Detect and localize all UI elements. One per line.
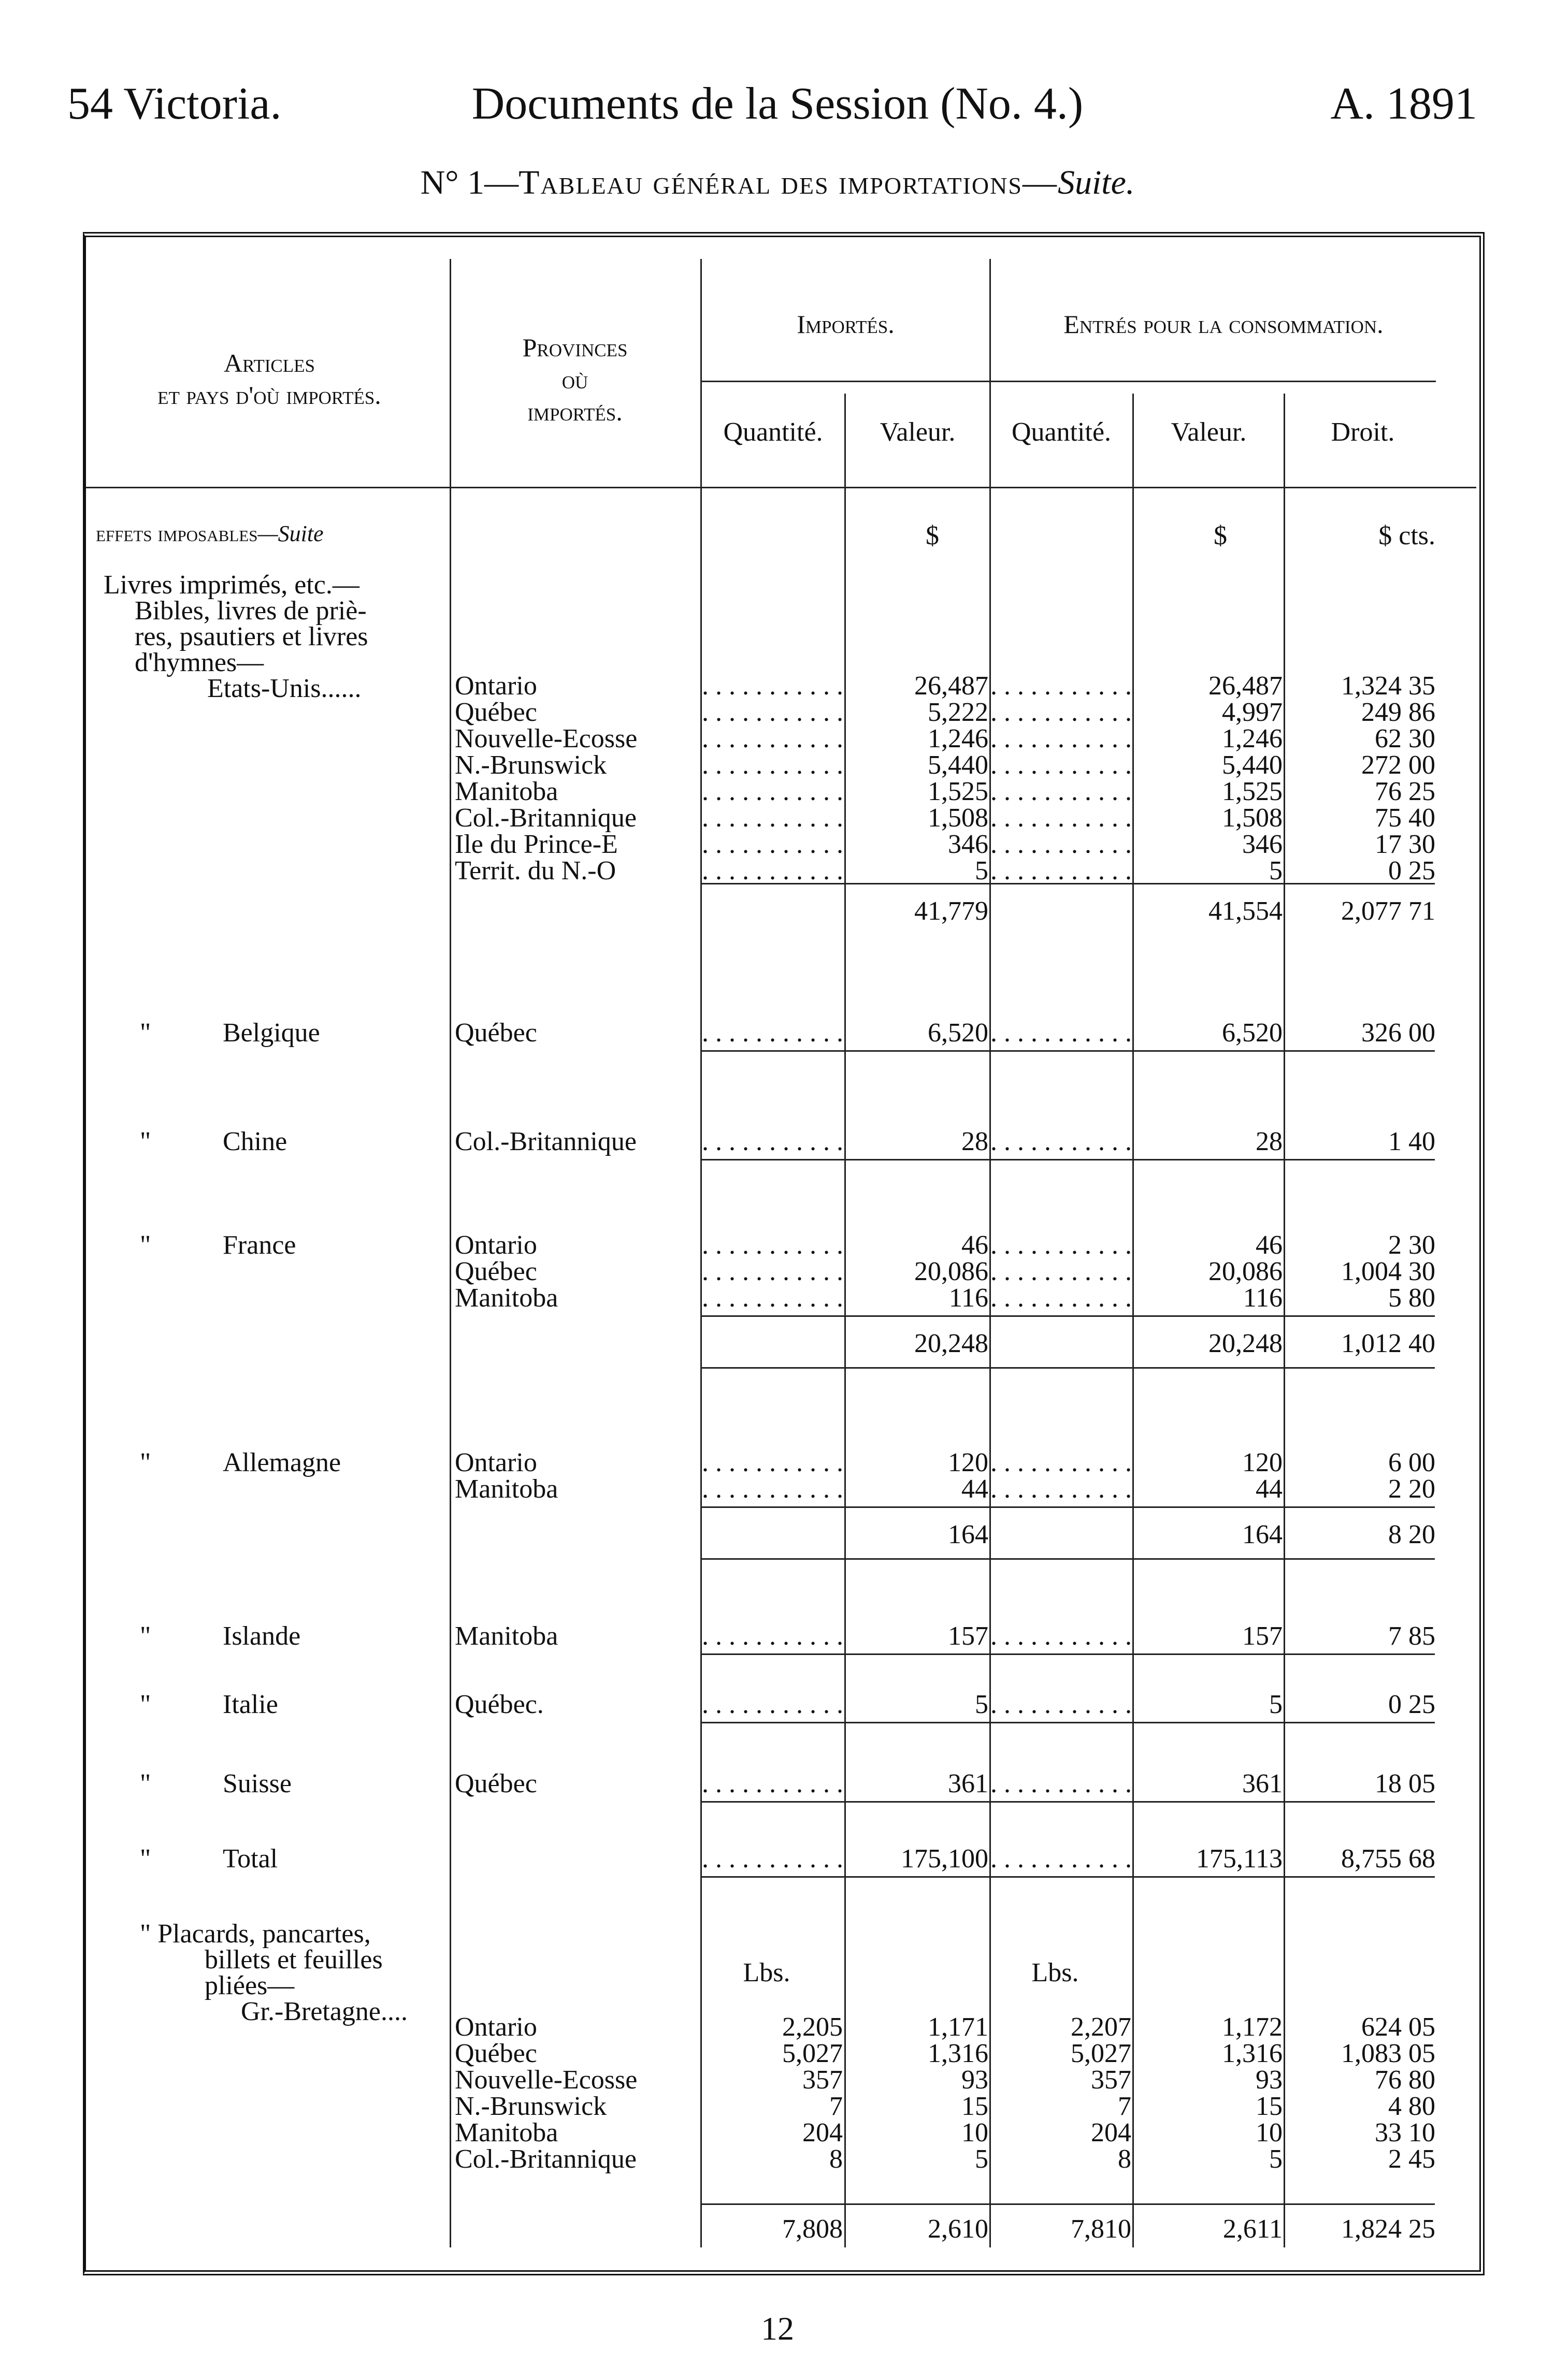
valeur-consommee: 15 bbox=[1256, 2092, 1283, 2121]
col-head-importes: Importés. bbox=[797, 310, 895, 339]
droit: 33 10 bbox=[1375, 2118, 1435, 2147]
valeur-consommee: 5 bbox=[1269, 2144, 1283, 2174]
valeur-consommee: 1,246 bbox=[1222, 724, 1283, 753]
row-rule bbox=[702, 1722, 1435, 1723]
valeur-consommee: 1,316 bbox=[1222, 2039, 1283, 2068]
valeur-consommee: 44 bbox=[1256, 1474, 1283, 1504]
province-name: Ontario bbox=[455, 1448, 537, 1477]
quantite-importee: 357 bbox=[802, 2065, 843, 2095]
subtotal-rule bbox=[702, 883, 1435, 884]
province-name: Col.-Britannique bbox=[455, 803, 637, 833]
country-name: France bbox=[223, 1230, 296, 1260]
ditto-mark: " bbox=[140, 1127, 151, 1156]
leader-dots bbox=[990, 1474, 1131, 1506]
valeur-importee: 15 bbox=[961, 2092, 988, 2121]
placards-total-q1: 7,808 bbox=[782, 2214, 843, 2244]
valeur-importee: 120 bbox=[948, 1448, 988, 1477]
leader-dots bbox=[990, 1621, 1131, 1653]
droit: 1,324 35 bbox=[1341, 671, 1435, 701]
leader-dots bbox=[702, 1018, 842, 1050]
valeur-importee: 5 bbox=[975, 856, 988, 886]
quantite-importee: 2,205 bbox=[782, 2012, 843, 2042]
valeur-importee: 175,100 bbox=[901, 1844, 988, 1874]
row-rule bbox=[702, 1801, 1435, 1803]
valeur-importee: 116 bbox=[948, 1283, 988, 1313]
livres-total-droit: 2,077 71 bbox=[1341, 896, 1435, 926]
valeur-consommee: 120 bbox=[1242, 1448, 1283, 1477]
valeur-consommee: 28 bbox=[1256, 1127, 1283, 1156]
quantite-consommee: 7 bbox=[1118, 2092, 1131, 2121]
province-name: Manitoba bbox=[455, 1474, 558, 1504]
valeur-consommee: 116 bbox=[1243, 1283, 1283, 1313]
livres-total-valeur-1: 41,779 bbox=[914, 896, 988, 926]
valeur-importee: 1,171 bbox=[928, 2012, 988, 2042]
section-label-suffix: —Suite bbox=[257, 521, 324, 546]
valeur-consommee: 5 bbox=[1269, 856, 1283, 886]
valeur-importee: 1,525 bbox=[928, 777, 988, 806]
col-head-entres: Entrés pour la consommation. bbox=[1063, 310, 1384, 339]
province-name: Nouvelle-Ecosse bbox=[455, 2065, 638, 2095]
droit: 62 30 bbox=[1375, 724, 1435, 753]
col-head-valeur-2: Valeur. bbox=[1171, 417, 1247, 447]
col-head-articles-2: et pays d'où importés. bbox=[157, 381, 381, 410]
droit: 17 30 bbox=[1375, 830, 1435, 859]
droit: 2 45 bbox=[1388, 2144, 1435, 2174]
row-rule bbox=[702, 1315, 1435, 1317]
country-name: Total bbox=[223, 1844, 278, 1874]
droit: 76 25 bbox=[1375, 777, 1435, 806]
valeur-importee: 5 bbox=[975, 1690, 988, 1719]
subtotal-valeur-consommee: 164 bbox=[1242, 1520, 1283, 1549]
leader-dots bbox=[990, 1768, 1131, 1801]
row-rule bbox=[702, 1506, 1435, 1508]
leader-dots bbox=[702, 1126, 842, 1158]
valeur-consommee: 5 bbox=[1269, 1690, 1283, 1719]
livres-desc-2: res, psautiers et livres bbox=[135, 622, 368, 651]
valeur-consommee: 1,525 bbox=[1222, 777, 1283, 806]
unit-valeur-2: $ bbox=[1214, 521, 1227, 550]
valeur-importee: 10 bbox=[961, 2118, 988, 2147]
province-name: Col.-Britannique bbox=[455, 1127, 637, 1156]
ditto-mark: " bbox=[140, 1621, 151, 1651]
unit-droit: $ cts. bbox=[1378, 521, 1435, 550]
placards-total-v1: 2,610 bbox=[928, 2214, 988, 2244]
subtotal-valeur-importee: 20,248 bbox=[914, 1329, 988, 1358]
droit: 272 00 bbox=[1361, 750, 1435, 780]
droit: 2 20 bbox=[1388, 1474, 1435, 1504]
province-name: Manitoba bbox=[455, 1283, 558, 1313]
province-name: Ontario bbox=[455, 1230, 537, 1260]
province-name: Manitoba bbox=[455, 777, 558, 806]
droit: 76 80 bbox=[1375, 2065, 1435, 2095]
placards-desc-3: pliées— bbox=[205, 1971, 295, 2000]
placards-desc-1: " Placards, pancartes, bbox=[140, 1919, 371, 1949]
valeur-consommee: 346 bbox=[1242, 830, 1283, 859]
row-rule bbox=[702, 1653, 1435, 1655]
valeur-consommee: 26,487 bbox=[1208, 671, 1283, 701]
droit: 75 40 bbox=[1375, 803, 1435, 833]
valeur-importee: 1,246 bbox=[928, 724, 988, 753]
livres-desc-1: Bibles, livres de priè- bbox=[135, 596, 367, 626]
ditto-mark: " bbox=[140, 1448, 151, 1477]
subtotal-droit: 8 20 bbox=[1388, 1520, 1435, 1549]
leader-dots bbox=[702, 1844, 842, 1876]
valeur-consommee: 10 bbox=[1256, 2118, 1283, 2147]
table-title-suffix: Suite. bbox=[1057, 164, 1135, 201]
table-title bbox=[0, 163, 1555, 202]
col-rule bbox=[450, 259, 451, 2247]
quantite-consommee: 357 bbox=[1091, 2065, 1131, 2095]
valeur-consommee: 20,086 bbox=[1208, 1257, 1283, 1286]
valeur-consommee: 1,172 bbox=[1222, 2012, 1283, 2042]
valeur-consommee: 175,113 bbox=[1196, 1844, 1283, 1874]
valeur-importee: 26,487 bbox=[914, 671, 988, 701]
valeur-importee: 20,086 bbox=[914, 1257, 988, 1286]
leader-dots bbox=[990, 1844, 1131, 1876]
quantite-consommee: 2,207 bbox=[1071, 2012, 1131, 2042]
valeur-importee: 5 bbox=[975, 2144, 988, 2174]
section-label bbox=[96, 520, 324, 547]
col-head-quantite-2: Quantité. bbox=[1011, 417, 1112, 447]
province-name: Québec bbox=[455, 2039, 537, 2068]
leader-dots bbox=[990, 1283, 1131, 1315]
valeur-importee: 346 bbox=[948, 830, 988, 859]
running-header-left: 54 Victoria. bbox=[67, 79, 282, 129]
province-name: Québec. bbox=[455, 1690, 544, 1719]
leader-dots bbox=[990, 1689, 1131, 1721]
valeur-importee: 93 bbox=[961, 2065, 988, 2095]
unit-valeur-1: $ bbox=[926, 521, 939, 550]
valeur-consommee: 4,997 bbox=[1222, 698, 1283, 727]
valeur-consommee: 6,520 bbox=[1222, 1018, 1283, 1048]
country-name: Chine bbox=[223, 1127, 287, 1156]
province-name: N.-Brunswick bbox=[455, 750, 607, 780]
running-header-right: A. 1891 bbox=[1330, 79, 1477, 129]
province-name: Québec bbox=[455, 1018, 537, 1048]
province-name: N.-Brunswick bbox=[455, 2092, 607, 2121]
leader-dots bbox=[990, 1126, 1131, 1158]
valeur-importee: 6,520 bbox=[928, 1018, 988, 1048]
leader-dots bbox=[702, 1474, 842, 1506]
table-title-prefix: N° 1— bbox=[420, 164, 519, 201]
placards-country: Gr.-Bretagne.... bbox=[241, 1997, 408, 2026]
droit: 18 05 bbox=[1375, 1769, 1435, 1798]
valeur-consommee: 93 bbox=[1256, 2065, 1283, 2095]
province-name: Manitoba bbox=[455, 1621, 558, 1651]
leader-dots bbox=[990, 1018, 1131, 1050]
col-head-articles-1: Articles bbox=[224, 349, 315, 378]
quantite-importee: 7 bbox=[829, 2092, 843, 2121]
placards-total-q2: 7,810 bbox=[1071, 2214, 1131, 2244]
quantite-consommee: 204 bbox=[1091, 2118, 1131, 2147]
valeur-importee: 44 bbox=[961, 1474, 988, 1504]
col-head-articles bbox=[91, 347, 448, 411]
province-name: Québec bbox=[455, 1769, 537, 1798]
col-head-quantite-1: Quantité. bbox=[723, 417, 823, 447]
droit: 624 05 bbox=[1361, 2012, 1435, 2042]
country-name: Suisse bbox=[223, 1769, 292, 1798]
valeur-importee: 5,440 bbox=[928, 750, 988, 780]
header-rule bbox=[700, 381, 1436, 382]
quantite-consommee: 5,027 bbox=[1071, 2039, 1131, 2068]
placards-unit-q2: Lbs. bbox=[1031, 1958, 1079, 1987]
droit: 0 25 bbox=[1388, 1690, 1435, 1719]
province-name: Territ. du N.-O bbox=[455, 856, 616, 886]
country-name: Belgique bbox=[223, 1018, 320, 1048]
row-rule bbox=[702, 1367, 1435, 1369]
row-rule bbox=[702, 1876, 1435, 1878]
quantite-consommee: 8 bbox=[1118, 2144, 1131, 2174]
province-name: Col.-Britannique bbox=[455, 2144, 637, 2174]
livres-total-valeur-2: 41,554 bbox=[1208, 896, 1283, 926]
ditto-mark: " bbox=[140, 1769, 151, 1798]
country-name: Italie bbox=[223, 1690, 278, 1719]
leader-dots bbox=[702, 1689, 842, 1721]
ditto-mark: " bbox=[140, 1018, 151, 1048]
droit: 0 25 bbox=[1388, 856, 1435, 886]
table-title-main: Tableau général des importations— bbox=[519, 164, 1058, 201]
row-rule bbox=[702, 1558, 1435, 1560]
section-label-main: effets imposables bbox=[96, 521, 258, 546]
col-head-valeur-1: Valeur. bbox=[880, 417, 956, 447]
placards-desc-2: billets et feuilles bbox=[205, 1945, 383, 1975]
header-rule bbox=[85, 487, 1476, 488]
valeur-importee: 46 bbox=[961, 1230, 988, 1260]
livres-title: Livres imprimés, etc.— bbox=[104, 570, 359, 600]
col-head-provinces-3: importés. bbox=[527, 397, 623, 426]
leader-dots bbox=[702, 1283, 842, 1315]
col-head-provinces bbox=[451, 331, 699, 428]
subtotal-droit: 1,012 40 bbox=[1341, 1329, 1435, 1358]
droit: 1,083 05 bbox=[1341, 2039, 1435, 2068]
quantite-importee: 5,027 bbox=[782, 2039, 843, 2068]
valeur-importee: 1,508 bbox=[928, 803, 988, 833]
droit: 2 30 bbox=[1388, 1230, 1435, 1260]
subtotal-valeur-consommee: 20,248 bbox=[1208, 1329, 1283, 1358]
valeur-importee: 157 bbox=[948, 1621, 988, 1651]
quantite-importee: 204 bbox=[802, 2118, 843, 2147]
valeur-consommee: 46 bbox=[1256, 1230, 1283, 1260]
province-name: Québec bbox=[455, 698, 537, 727]
valeur-importee: 5,222 bbox=[928, 698, 988, 727]
province-name: Québec bbox=[455, 1257, 537, 1286]
row-rule bbox=[702, 1159, 1435, 1160]
droit: 8,755 68 bbox=[1341, 1844, 1435, 1874]
ditto-mark: " bbox=[140, 1844, 151, 1874]
subtotal-rule bbox=[702, 2203, 1435, 2205]
valeur-consommee: 1,508 bbox=[1222, 803, 1283, 833]
col-head-provinces-1: Provinces bbox=[522, 333, 628, 362]
province-name: Ile du Prince-E bbox=[455, 830, 618, 859]
page-number: 12 bbox=[761, 2310, 794, 2347]
valeur-consommee: 361 bbox=[1242, 1769, 1283, 1798]
placards-total-v2: 2,611 bbox=[1222, 2214, 1283, 2244]
country-name: Islande bbox=[223, 1621, 301, 1651]
subtotal-valeur-importee: 164 bbox=[948, 1520, 988, 1549]
ditto-mark: " bbox=[140, 1690, 151, 1719]
droit: 1 40 bbox=[1388, 1127, 1435, 1156]
valeur-consommee: 5,440 bbox=[1222, 750, 1283, 780]
province-name: Ontario bbox=[455, 671, 537, 701]
droit: 1,004 30 bbox=[1341, 1257, 1435, 1286]
quantite-importee: 8 bbox=[829, 2144, 843, 2174]
leader-dots bbox=[702, 1768, 842, 1801]
row-rule bbox=[702, 1050, 1435, 1052]
droit: 249 86 bbox=[1361, 698, 1435, 727]
province-name: Nouvelle-Ecosse bbox=[455, 724, 638, 753]
province-name: Ontario bbox=[455, 2012, 537, 2042]
placards-total-droit: 1,824 25 bbox=[1341, 2214, 1435, 2244]
ditto-mark: " bbox=[140, 1230, 151, 1260]
valeur-consommee: 157 bbox=[1242, 1621, 1283, 1651]
droit: 6 00 bbox=[1388, 1448, 1435, 1477]
droit: 5 80 bbox=[1388, 1283, 1435, 1313]
droit: 4 80 bbox=[1388, 2092, 1435, 2121]
valeur-importee: 361 bbox=[948, 1769, 988, 1798]
livres-desc-3: d'hymnes— bbox=[135, 648, 264, 677]
droit: 326 00 bbox=[1361, 1018, 1435, 1048]
running-header-center: Documents de la Session (No. 4.) bbox=[471, 79, 1084, 129]
leader-dots bbox=[702, 1621, 842, 1653]
col-head-droit: Droit. bbox=[1331, 417, 1395, 447]
province-name: Manitoba bbox=[455, 2118, 558, 2147]
col-head-provinces-2: où bbox=[561, 365, 588, 394]
droit: 7 85 bbox=[1388, 1621, 1435, 1651]
valeur-importee: 28 bbox=[961, 1127, 988, 1156]
placards-unit-q1: Lbs. bbox=[743, 1958, 790, 1987]
valeur-importee: 1,316 bbox=[928, 2039, 988, 2068]
country-name: Allemagne bbox=[223, 1448, 341, 1477]
livres-country: Etats-Unis...... bbox=[207, 674, 362, 703]
